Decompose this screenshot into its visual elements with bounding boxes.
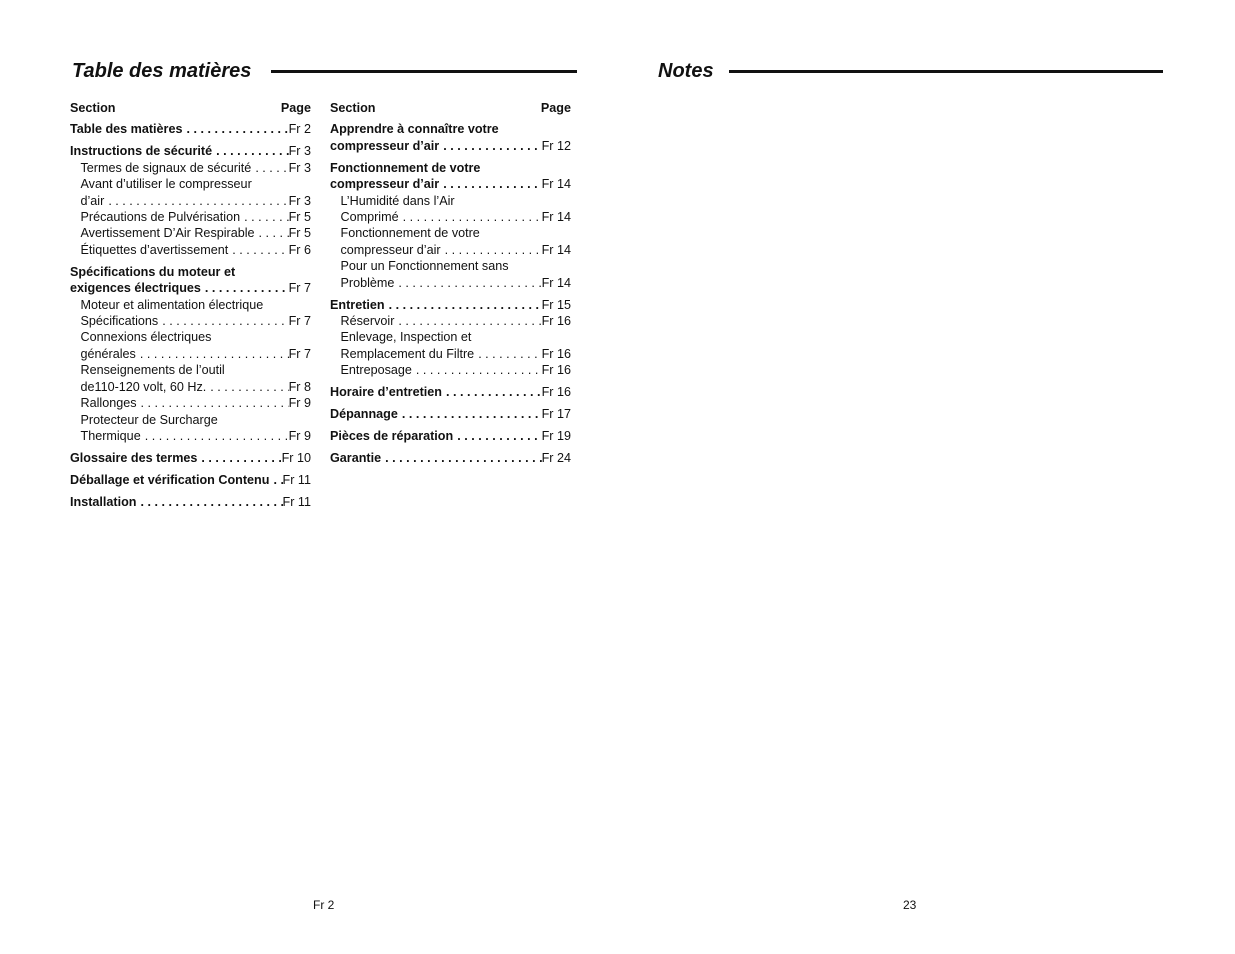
toc-entry-label: Entreposage [340, 363, 412, 378]
dot-leader [398, 406, 542, 422]
toc-entry-label: Connexions électriques [80, 330, 212, 345]
toc-page-number: Fr 14 [541, 177, 571, 192]
toc-entry-label: Table des matières [70, 122, 183, 137]
toc-subentry [70, 395, 311, 411]
toc-entry [330, 450, 571, 466]
toc-line [81, 379, 312, 395]
toc-line [81, 346, 312, 362]
toc-entry [70, 121, 311, 137]
notes-title-rule [729, 70, 1163, 73]
toc-entry-label: Entretien [330, 297, 385, 312]
toc-entry-label: exigences électriques [70, 281, 201, 296]
toc-entry-label: Enlevage, Inspection et [340, 330, 472, 345]
toc-line [341, 193, 572, 209]
toc-line [81, 193, 312, 209]
toc-entry [330, 406, 571, 422]
toc-entry-label: Installation [70, 494, 137, 509]
toc-entry-label: Thermique [80, 428, 141, 443]
toc-line [70, 494, 311, 510]
dot-leader [201, 280, 289, 296]
toc-entry-label: Horaire d’entretien [330, 385, 442, 400]
toc-page-number: Fr 11 [282, 494, 311, 509]
toc-line [81, 209, 312, 225]
dot-leader [197, 450, 281, 466]
toc-entry-label: Spécifications [80, 314, 159, 329]
toc-subentry [330, 225, 571, 258]
toc-line [330, 176, 571, 192]
page-header: Page [540, 101, 571, 115]
dot-leader [182, 121, 288, 137]
toc-subentry [70, 160, 311, 176]
toc-entry [330, 121, 571, 154]
toc-column-2 [330, 100, 571, 472]
dot-leader [385, 297, 542, 313]
toc-entry-label: Problème [340, 275, 395, 290]
toc-entry-label: Pour un Fonctionnement sans [340, 259, 509, 274]
toc-title-rule [271, 70, 577, 73]
toc-subentry [330, 329, 571, 362]
toc-line [70, 472, 311, 488]
toc-page-number: Fr 14 [541, 275, 571, 290]
notes-title: Notes [658, 60, 714, 82]
toc-line [330, 406, 571, 422]
toc-page-number: Fr 3 [288, 160, 311, 175]
toc-entry-label: Termes de signaux de sécurité [80, 160, 252, 175]
toc-entry [330, 160, 571, 291]
toc-entry-label: compresseur d’air [330, 138, 440, 153]
toc-entry-label: Dépannage [330, 407, 398, 422]
toc-page-number: Fr 12 [541, 138, 571, 153]
toc-subentry [330, 193, 571, 226]
toc-column-1 [70, 100, 311, 516]
dot-leader [141, 428, 289, 444]
toc-line [330, 160, 571, 176]
toc-line [341, 209, 572, 225]
toc-entry-label: Pièces de réparation [330, 429, 454, 444]
toc-page-number: Fr 8 [288, 379, 311, 394]
toc-entry-label: Apprendre à connaître votre [330, 122, 499, 137]
toc-line [330, 428, 571, 444]
dot-leader [240, 209, 288, 225]
toc-subentry [70, 242, 311, 258]
toc-entry [330, 297, 571, 379]
toc-entry-label: compresseur d’air [340, 242, 441, 257]
toc-page-number: Fr 7 [288, 314, 311, 329]
toc-entry-label: Réservoir [340, 314, 395, 329]
toc-entry-label: Moteur et alimentation électrique [80, 297, 264, 312]
toc-entry [70, 264, 311, 444]
dot-leader [136, 494, 282, 510]
toc-line [81, 225, 312, 241]
toc-entry-label: générales [80, 346, 136, 361]
toc-page-number: Fr 3 [288, 193, 311, 208]
toc-entry-label: Étiquettes d’avertissement [80, 242, 229, 257]
toc-entry-label: Fonctionnement de votre [340, 226, 480, 241]
toc-page-number: Fr 16 [541, 314, 571, 329]
toc-entry [70, 472, 311, 488]
toc-line [81, 428, 312, 444]
toc-column-header [330, 100, 571, 116]
toc-entry-label: Précautions de Pulvérisation [80, 210, 241, 225]
dot-leader [269, 472, 282, 488]
toc-subentry [330, 362, 571, 378]
toc-page-number: Fr 6 [288, 242, 311, 257]
toc-subentry [70, 412, 311, 445]
dot-leader [158, 313, 288, 329]
toc-line [341, 225, 572, 241]
toc-line [341, 329, 572, 345]
dot-leader [206, 379, 288, 395]
toc-entry-label: Rallonges [80, 396, 137, 411]
toc-entry [330, 384, 571, 400]
toc-line [81, 362, 312, 378]
toc-subentry [330, 313, 571, 329]
toc-line [81, 242, 312, 258]
toc-line [341, 362, 572, 378]
dot-leader [137, 395, 289, 411]
toc-entry-label: Spécifications du moteur et [70, 264, 236, 279]
dot-leader [439, 138, 541, 154]
toc-line [341, 313, 572, 329]
toc-line [70, 280, 311, 296]
left-page-number: Fr 2 [313, 898, 335, 912]
toc-entry-label: Instructions de sécurité [70, 144, 213, 159]
toc-entry-label: Renseignements de l’outil [80, 363, 225, 378]
toc-page-number: Fr 16 [541, 346, 571, 361]
toc-entry-label: Glossaire des termes [70, 450, 198, 465]
toc-line [330, 450, 571, 466]
toc-page-number: Fr 24 [541, 451, 571, 466]
toc-entry-label: de110-120 volt, 60 Hz. [80, 379, 207, 394]
toc-entry-label: d’air [80, 193, 105, 208]
toc-subentry [70, 297, 311, 330]
toc-subentry [330, 258, 571, 291]
toc-subentry [70, 329, 311, 362]
toc-line [70, 450, 311, 466]
toc-subentry [70, 209, 311, 225]
toc-line [330, 121, 571, 137]
toc-line [341, 275, 572, 291]
dot-leader [412, 362, 542, 378]
toc-page-number: Fr 3 [288, 144, 311, 159]
dot-leader [104, 193, 288, 209]
toc-entry [70, 494, 311, 510]
toc-page-number: Fr 10 [281, 450, 311, 465]
dot-leader [441, 242, 542, 258]
toc-line [341, 242, 572, 258]
toc-line [81, 160, 312, 176]
right-page-number: 23 [903, 898, 917, 912]
dot-leader [255, 225, 289, 241]
dot-leader [251, 160, 288, 176]
toc-entry-label: Fonctionnement de votre [330, 160, 481, 175]
dot-leader [136, 346, 289, 362]
toc-line [81, 313, 312, 329]
toc-line [330, 384, 571, 400]
section-header: Section [330, 101, 376, 115]
toc-subentry [70, 176, 311, 209]
toc-page-number: Fr 19 [541, 429, 571, 444]
toc-line [330, 297, 571, 313]
toc-entry-label: Avant d’utiliser le compresseur [80, 177, 252, 192]
toc-entry [70, 143, 311, 258]
toc-line [81, 176, 312, 192]
toc-line [81, 412, 312, 428]
toc-page-number: Fr 15 [541, 297, 571, 312]
toc-line [81, 329, 312, 345]
toc-line [341, 258, 572, 274]
toc-entry [330, 428, 571, 444]
toc-page-number: Fr 16 [541, 363, 571, 378]
toc-page-number: Fr 16 [541, 385, 571, 400]
toc-page-number: Fr 5 [288, 226, 311, 241]
toc-entry [70, 450, 311, 466]
toc-line [81, 297, 312, 313]
toc-page-number: Fr 14 [541, 242, 571, 257]
toc-page-number: Fr 9 [288, 396, 311, 411]
toc-page-number: Fr 7 [288, 281, 311, 296]
toc-line [81, 395, 312, 411]
dot-leader [381, 450, 541, 466]
toc-page-number: Fr 9 [288, 428, 311, 443]
toc-subentry [70, 225, 311, 241]
toc-page-number: Fr 17 [541, 407, 571, 422]
toc-title: Table des matières [72, 60, 252, 82]
section-header: Section [70, 101, 116, 115]
dot-leader [394, 275, 541, 291]
toc-page-number: Fr 14 [541, 210, 571, 225]
toc-entry-label: Garantie [330, 451, 382, 466]
page-header: Page [280, 101, 311, 115]
toc-entry-label: Déballage et vérification Contenu [70, 472, 270, 487]
toc-page-number: Fr 7 [288, 346, 311, 361]
toc-entry-label: L’Humidité dans l’Air [340, 193, 455, 208]
toc-line [341, 346, 572, 362]
toc-entry-label: Remplacement du Filtre [340, 346, 475, 361]
toc-entry-label: Avertissement D’Air Respirable [80, 226, 255, 241]
dot-leader [394, 313, 541, 329]
dot-leader [399, 209, 542, 225]
toc-entry-label: compresseur d’air [330, 177, 440, 192]
toc-line [70, 121, 311, 137]
toc-entry-label: Comprimé [340, 210, 399, 225]
toc-page-number: Fr 11 [282, 472, 311, 487]
dot-leader [442, 384, 542, 400]
toc-column-header [70, 100, 311, 116]
toc-line [70, 143, 311, 159]
toc-page-number: Fr 5 [288, 210, 311, 225]
dot-leader [439, 176, 541, 192]
toc-line [330, 138, 571, 154]
toc-subentry [70, 362, 311, 395]
dot-leader [212, 143, 289, 159]
dot-leader [474, 346, 541, 362]
dot-leader [453, 428, 541, 444]
toc-line [70, 264, 311, 280]
toc-entry-label: Protecteur de Surcharge [80, 412, 218, 427]
toc-page-number: Fr 2 [288, 122, 311, 137]
dot-leader [228, 242, 288, 258]
